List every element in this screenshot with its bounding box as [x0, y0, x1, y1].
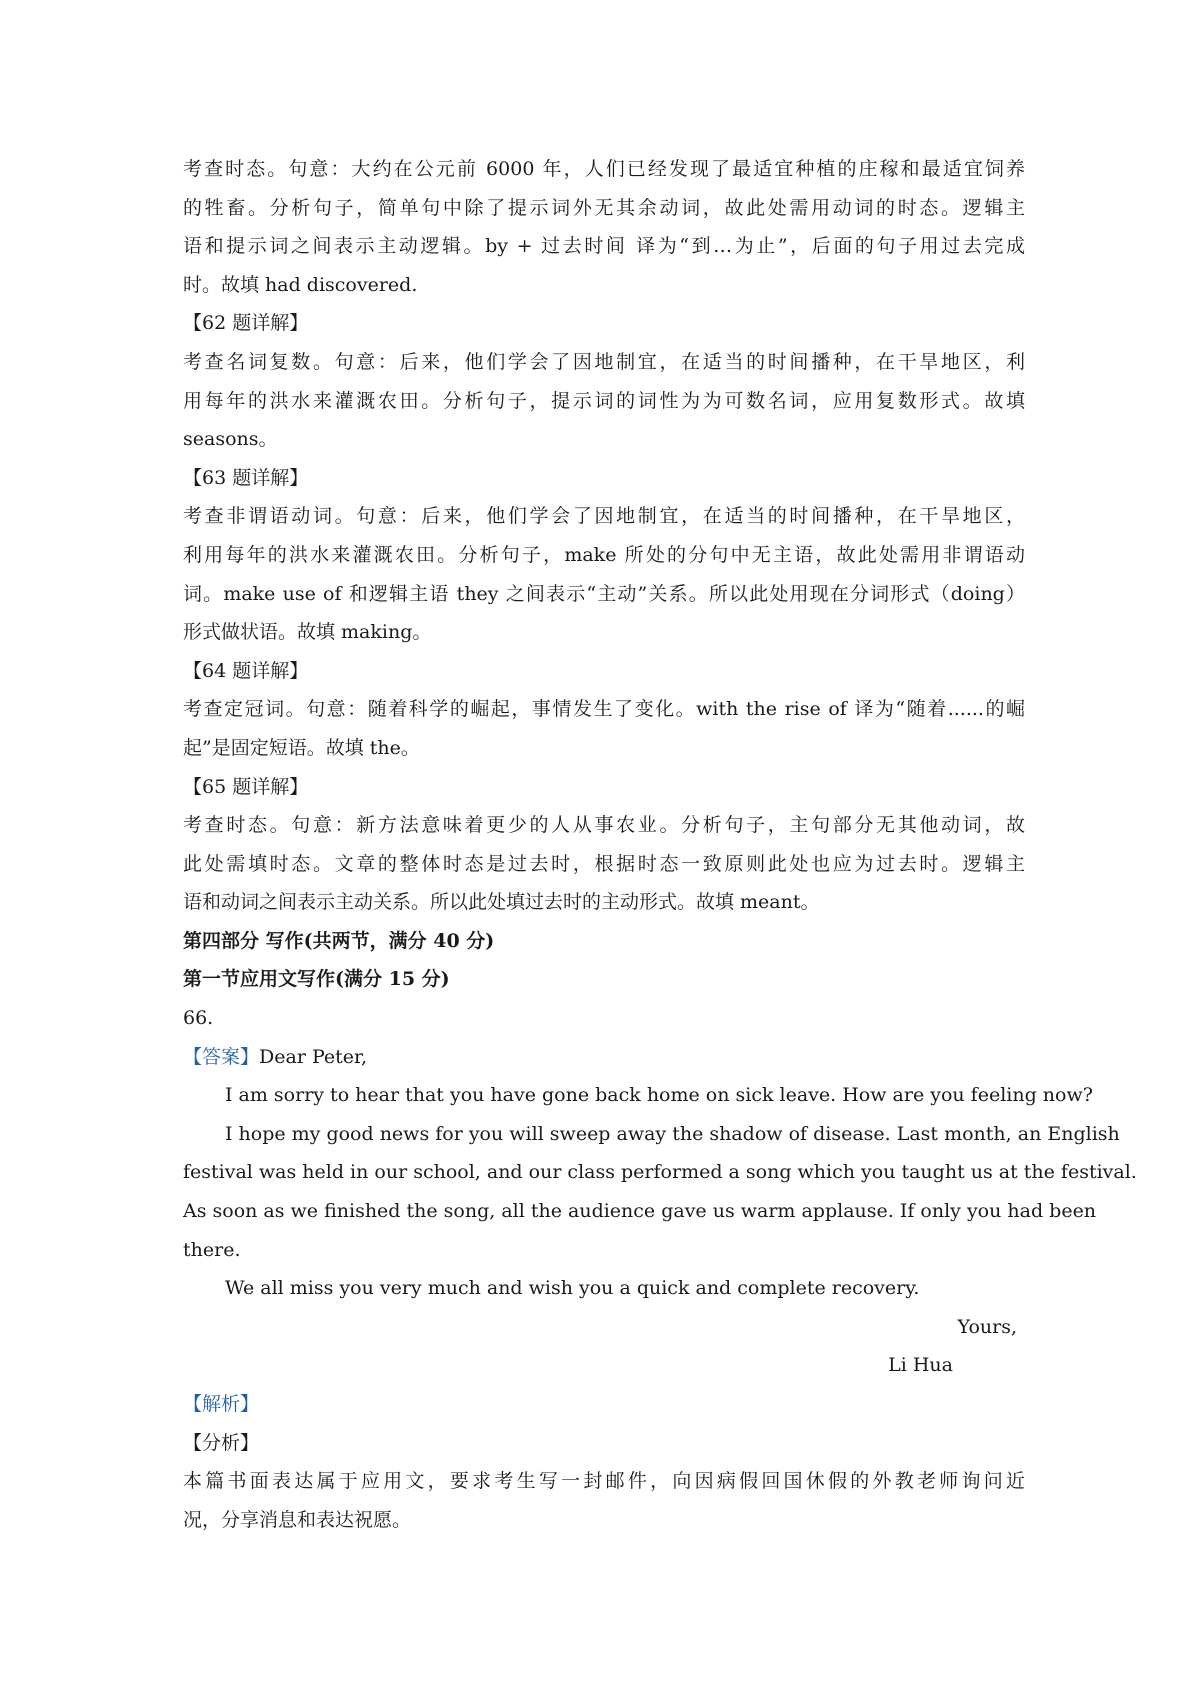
- section-heading: 【65 题详解】: [183, 775, 309, 798]
- q64-section: [183, 652, 1025, 768]
- q62-section: [183, 304, 1025, 458]
- analysis-text: [183, 1462, 1025, 1539]
- text-line: 语和提示词之间表示主动逻辑。by + 过去时间 译为“到…为止”，后面的句子用过去完成: [183, 235, 1025, 258]
- letter-paragraph-1: I am sorry to hear that you have gone back home on sick leave. How are you feeling now?: [225, 1084, 1093, 1107]
- text-line: 语和动词之间表示主动关系。所以此处填过去时的主动形式。故填 meant。: [183, 891, 820, 914]
- text-line: 时。故填 had discovered.: [183, 273, 418, 296]
- text-line: 利用每年的洪水来灌溉农田。分析句子，make 所处的分句中无主语，故此处需用非谓语动: [183, 543, 1025, 566]
- text-line: seasons。: [183, 428, 278, 451]
- section1-title: 第一节应用文写作(满分 15 分): [183, 968, 450, 991]
- text-line: 形式做状语。故填 making。: [183, 621, 432, 644]
- letter-paragraph-2-line: I hope my good news for you will sweep away the shadow of disease. Last month, an English: [225, 1122, 1120, 1145]
- answer-letter: [183, 1038, 1137, 1385]
- text-line: 考查名词复数。句意：后来，他们学会了因地制宜，在适当的时间播种，在干旱地区，利: [183, 350, 1025, 373]
- text-line: 本篇书面表达属于应用文，要求考生写一封邮件，向因病假回国休假的外教老师询问近: [183, 1470, 1025, 1493]
- text-line: 词。make use of 和逻辑主语 they 之间表示“主动”关系。所以此处用现在分词形式（doing）: [183, 582, 1025, 605]
- text-line: 的牲畜。分析句子，简单句中除了提示词外无其余动词，故此处需用动词的时态。逻辑主: [183, 196, 1025, 219]
- text-line: 此处需填时态。文章的整体时态是过去时，根据时态一致原则此处也应为过去时。逻辑主: [183, 852, 1025, 875]
- letter-paragraph-2-line: As soon as we finished the song, all the audience gave us warm applause. If only you had been: [183, 1200, 1097, 1223]
- q63-section: [183, 459, 1025, 652]
- answer-greeting-line: [183, 1038, 1025, 1077]
- letter-paragraph-3: We all miss you very much and wish you a quick and complete recovery.: [225, 1277, 920, 1300]
- text-line: 考查时态。句意：新方法意味着更少的人从事农业。分析句子，主句部分无其他动词，故: [183, 814, 1025, 837]
- question-number: 66.: [183, 1007, 214, 1030]
- q65-section: [183, 768, 1025, 922]
- part4-title: 第四部分 写作(共两节，满分 40 分): [183, 929, 495, 952]
- text-line: 考查定冠词。句意：随着科学的崛起，事情发生了变化。with the rise of 译为“随着......的崛: [183, 698, 1025, 721]
- letter-paragraph-2-line: there.: [183, 1238, 241, 1261]
- analysis-tag: 【解析】: [183, 1393, 260, 1415]
- letter-signature: Li Hua: [888, 1354, 953, 1377]
- letter-closing: Yours,: [957, 1315, 1017, 1338]
- section-heading: 【62 题详解】: [183, 312, 309, 335]
- answer-tag: 【答案】: [183, 1045, 260, 1068]
- section-heading: 【64 题详解】: [183, 659, 309, 682]
- text-line: 用每年的洪水来灌溉农田。分析句子，提示词的词性为为可数名词，应用复数形式。故填: [183, 389, 1025, 412]
- section-heading: 【63 题详解】: [183, 466, 309, 489]
- letter-greeting: Dear Peter,: [259, 1045, 368, 1068]
- text-line: 况，分享消息和表达祝愿。: [183, 1508, 412, 1531]
- text-line: 考查时态。句意：大约在公元前 6000 年，人们已经发现了最适宜种植的庄稼和最适宜饲养: [183, 158, 1025, 180]
- document-page: [183, 150, 1137, 1539]
- text-line: 起”是固定短语。故填 the。: [183, 736, 420, 759]
- letter-paragraph-2-line: festival was held in our school, and our class performed a song which you taught us at the festival.: [183, 1161, 1137, 1184]
- text-line: 考查非谓语动词。句意：后来，他们学会了因地制宜，在适当的时间播种，在干旱地区，: [183, 505, 1025, 528]
- fenxi-tag: 【分析】: [183, 1431, 260, 1454]
- q61-explanation: [183, 150, 1025, 304]
